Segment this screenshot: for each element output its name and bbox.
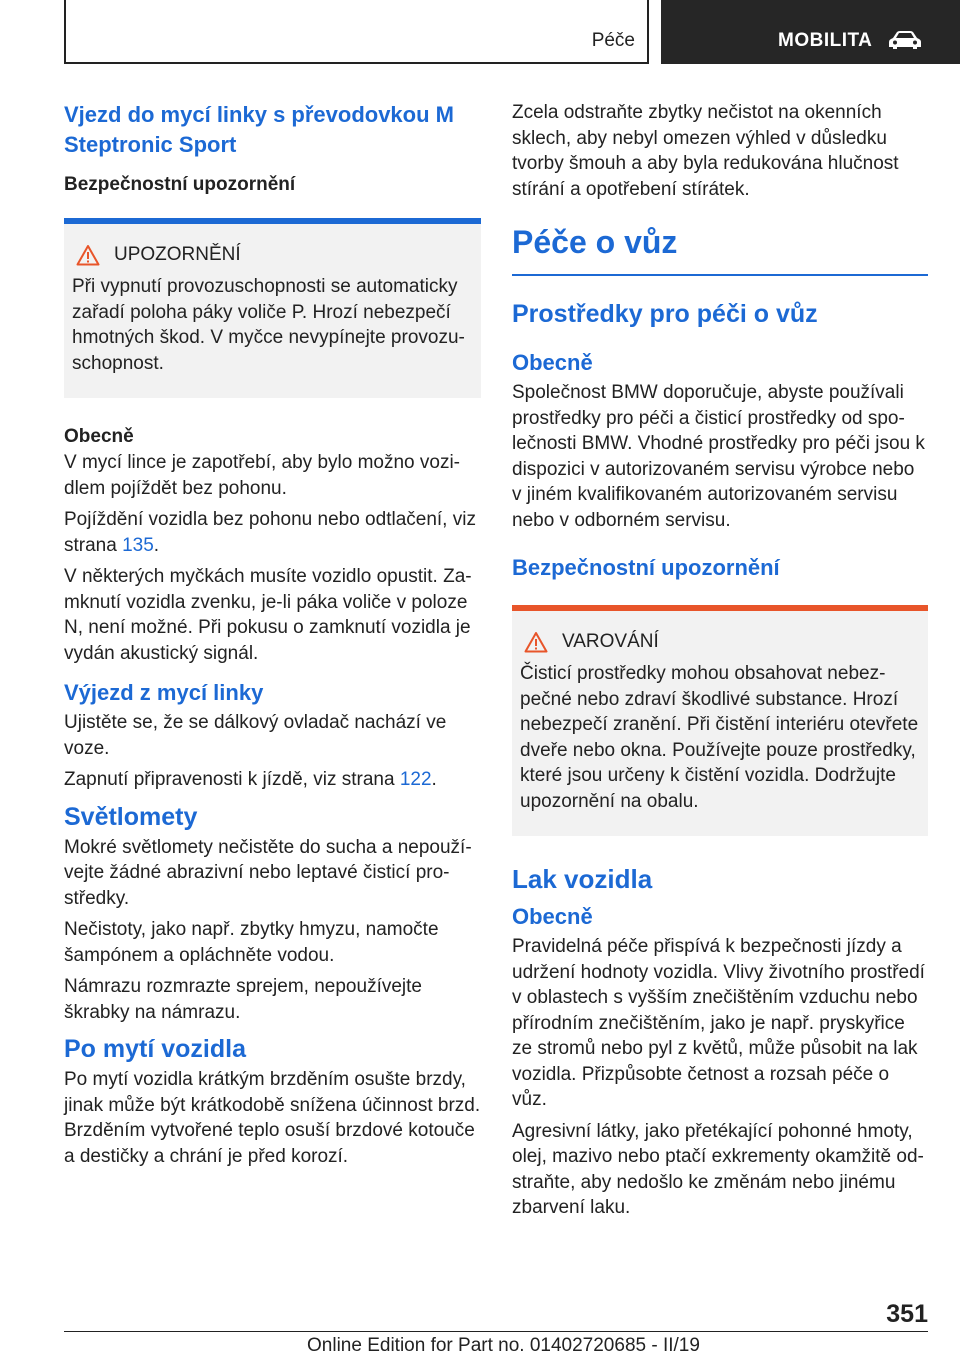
section-title-lights: Světlomety <box>64 802 198 831</box>
paragraph: Mokré světlomety nečistěte do sucha a nepouží-vejte žádné abrazivní nebo leptavé čisticí pro-středky. <box>64 836 472 909</box>
header-chapter-label: MOBILITA <box>778 30 873 51</box>
footer-divider <box>64 1331 928 1332</box>
paragraph-text: Pojíždění vozidla bez pohonu nebo odtlačení, viz strana <box>64 509 476 556</box>
paragraph: Námrazu rozmrazte sprejem, nepoužívejte škrabky na námrazu. <box>64 976 422 1023</box>
header-chapter-tab <box>661 0 960 64</box>
header-section-label: Péče <box>591 30 635 51</box>
chapter-title-care: Péče o vůz <box>512 222 928 276</box>
paragraph-end: . <box>431 769 437 790</box>
paragraph: V některých myčkách musíte vozidlo opustit. Za-mknutí vozidla zvenku, je-li páka voliče v poloze N, není možné. Při pokusu o zamknutí vozidla je vydán akustický signál. <box>64 566 472 664</box>
paragraph-end: . <box>153 534 160 556</box>
page-link-135[interactable]: 135 <box>122 534 154 556</box>
safety-label: Bezpečnostní upozornění <box>64 174 296 195</box>
paragraph: Po mytí vozidla krátkým brzděním osušte brzdy, jinak může být krátkodobě snížena účinnost brzd. Brzděním vytvořené teplo osuší brzdové kotouče a destičky a chrání je před korozí. <box>64 1069 481 1167</box>
section-title-products: Prostředky pro péči o vůz <box>512 300 818 328</box>
paragraph-text: Zapnutí připravenosti k jízdě, viz strana <box>64 769 400 790</box>
paragraph: Zcela odstraňte zbytky nečistot na okenních sklech, aby nebyl omezen výhled v důsledku tvorby šmouh a aby byla redukována hlučnost stírání a opotřebení stírátek. <box>512 102 899 200</box>
warning-triangle-icon <box>524 631 548 653</box>
left-column <box>64 100 481 1175</box>
paragraph: Pravidelná péče přispívá k bezpečnosti jízdy a udržení hodnoty vozidla. Vlivy životního prostředí v oblastech s vyšším znečištěním vzduchu nebo přírodním znečištěním, jako je např. pryskyřice ze stromů nebo pyl z květů, může působit na lak vozidla. Přizpůsobte četnost a rozsah péče o vůz. <box>512 936 925 1110</box>
warning-triangle-icon <box>76 244 100 266</box>
warning-box-notice <box>64 218 481 398</box>
right-column <box>512 100 928 1227</box>
paragraph: V mycí lince je zapotřebí, aby bylo možno vozi-dlem pojíždět bez pohonu. <box>64 452 461 499</box>
paragraph: Agresivní látky, jako přetékající pohonné hmoty, olej, mazivo nebo ptačí exkrementy okamžitě od-straňte, aby nedošlo ke změnám nebo jinému zbarvení laku. <box>512 1120 924 1218</box>
section-title-exit: Výjezd z mycí linky <box>64 680 264 705</box>
car-icon <box>888 29 922 51</box>
warning-text: Při vypnutí provozuschopnosti se automaticky zařadí poloha páky voliče P. Hrozí nebezpečí hmotných škod. V myčce nevypínejte provozu-schopnost. <box>72 276 465 374</box>
warning-title: VAROVÁNÍ <box>562 631 659 652</box>
subsection-title-safety: Bezpečnostní upozornění <box>512 555 780 580</box>
section-title-paint: Lak vozidla <box>512 864 653 894</box>
warning-title: UPOZORNĚNÍ <box>114 244 241 265</box>
footer-edition: Online Edition for Part no. 01402720685 - II/19 <box>307 1335 700 1356</box>
section-title-after-wash: Po mytí vozidla <box>64 1035 246 1063</box>
paragraph: Ujistěte se, že se dálkový ovladač nachází ve voze. <box>64 712 447 759</box>
paragraph <box>64 507 481 558</box>
header-section-tab <box>64 0 649 64</box>
subsection-title-general: Obecně <box>512 904 593 929</box>
warning-text: Čisticí prostředky mohou obsahovat nebez-pečné nebo zdraví škodlivé substance. Hrozí nebezpečí zranění. Při čistění interiéru otevřete dveře nebo okna. Používejte pouze prostředky, které jsou určeny k čistění vozidla. Dodržujte upozornění na obalu. <box>520 663 919 812</box>
paragraph <box>64 767 481 793</box>
paragraph: Společnost BMW doporučuje, abyste používali prostředky pro péči a čisticí prostředky od spo-lečnosti BMW. Vhodné prostředky pro péči jsou k dispozici v autorizovaném servisu výrobce nebo v jiném kvalifikovaném autorizovaném servisu nebo v odborném servisu. <box>512 382 925 531</box>
general-label: Obecně <box>64 426 134 447</box>
page-link-122[interactable]: 122 <box>399 769 432 790</box>
subsection-title-general: Obecně <box>512 350 593 375</box>
warning-box-caution <box>512 605 928 836</box>
page-number: 351 <box>886 1300 928 1328</box>
paragraph: Nečistoty, jako např. zbytky hmyzu, namočte šampónem a opláchněte vodou. <box>64 919 439 966</box>
section-title-steptronic: Vjezd do mycí linky s převodovkou M Steptronic Sport <box>64 102 454 157</box>
